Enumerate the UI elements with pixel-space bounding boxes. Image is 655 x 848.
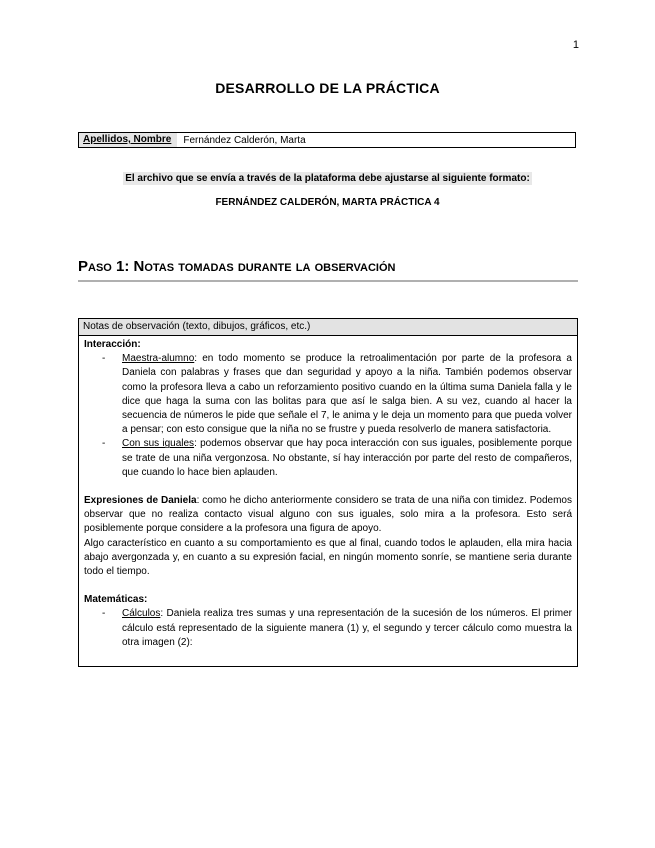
student-name-value: Fernández Calderón, Marta <box>183 135 306 146</box>
math-list <box>84 607 572 650</box>
math-title: Matemáticas: <box>84 594 148 606</box>
page-number: 1 <box>572 39 579 51</box>
observation-notes-table <box>78 318 578 667</box>
document-title: DESARROLLO DE LA PRÁCTICA <box>215 80 440 96</box>
file-format: FERNÁNDEZ CALDERÓN, MARTA PRÁCTICA 4 <box>215 197 440 208</box>
list-item: - Maestra-alumno: en todo momento se produce la retroalimentación por parte de la profesora a Daniela con palabras y frases que dan seguridad y apoyo a la niña. También podemos observar como la profesora lleva a cabo un reforzamiento positivo cuando en la última suma Daniela falla y le dice que haga la suma con las bolitas para que así le salga bien. A su vez, cuando al hacer la secuencia de números le pide que señale el 7, le anima y le deja un momento para que pueda volver a pensar; con esto consigue que la niña no se frustre y pueda resolverlo de manera satisfactoria. <box>84 352 572 437</box>
list-item: - Cálculos: Daniela realiza tres sumas y una representación de la sucesión de los números. El primer cálculo está representado de la siguiente manera (1) y, el segundo y tercer cálculo como muestra la otra imagen (2): <box>84 607 572 650</box>
student-name-label: Apellidos, Nombre <box>79 133 177 147</box>
notes-table-header: Notas de observación (texto, dibujos, gráficos, etc.) <box>79 319 577 336</box>
expressions-paragraph: Expresiones de Daniela: como he dicho anteriormente considero se trata de una niña con timidez. Podemos observar que no realiza contacto visual alguno con sus iguales, solo mira a la profesora. Esto será posiblemente porque considere a la profesora una figura de apoyo. <box>84 495 572 535</box>
notes-table-body <box>79 336 577 650</box>
interaction-list <box>84 352 572 480</box>
list-item: - Con sus iguales: podemos observar que hay poca interacción con sus iguales, posiblemente porque se trate de una niña vergonzosa. No obstante, sí hay interacción por parte del resto de compañeros, que cuando lo hace bien aplauden. <box>84 437 572 480</box>
student-name-box <box>78 132 576 148</box>
interaction-title: Interacción: <box>84 339 141 350</box>
format-notice: El archivo que se envía a través de la plataforma debe ajustarse al siguiente formato: <box>125 173 530 184</box>
step-heading: Paso 1: Notas tomadas durante la observación <box>78 258 578 282</box>
expressions-paragraph-2: Algo característico en cuanto a su comportamiento es que al final, cuando todos le aplauden, ella mira hacia abajo avergonzada y, en cuanto a su expresión facial, en ningún momento sonríe, se mantiene seria durante todo el tiempo. <box>84 537 572 578</box>
